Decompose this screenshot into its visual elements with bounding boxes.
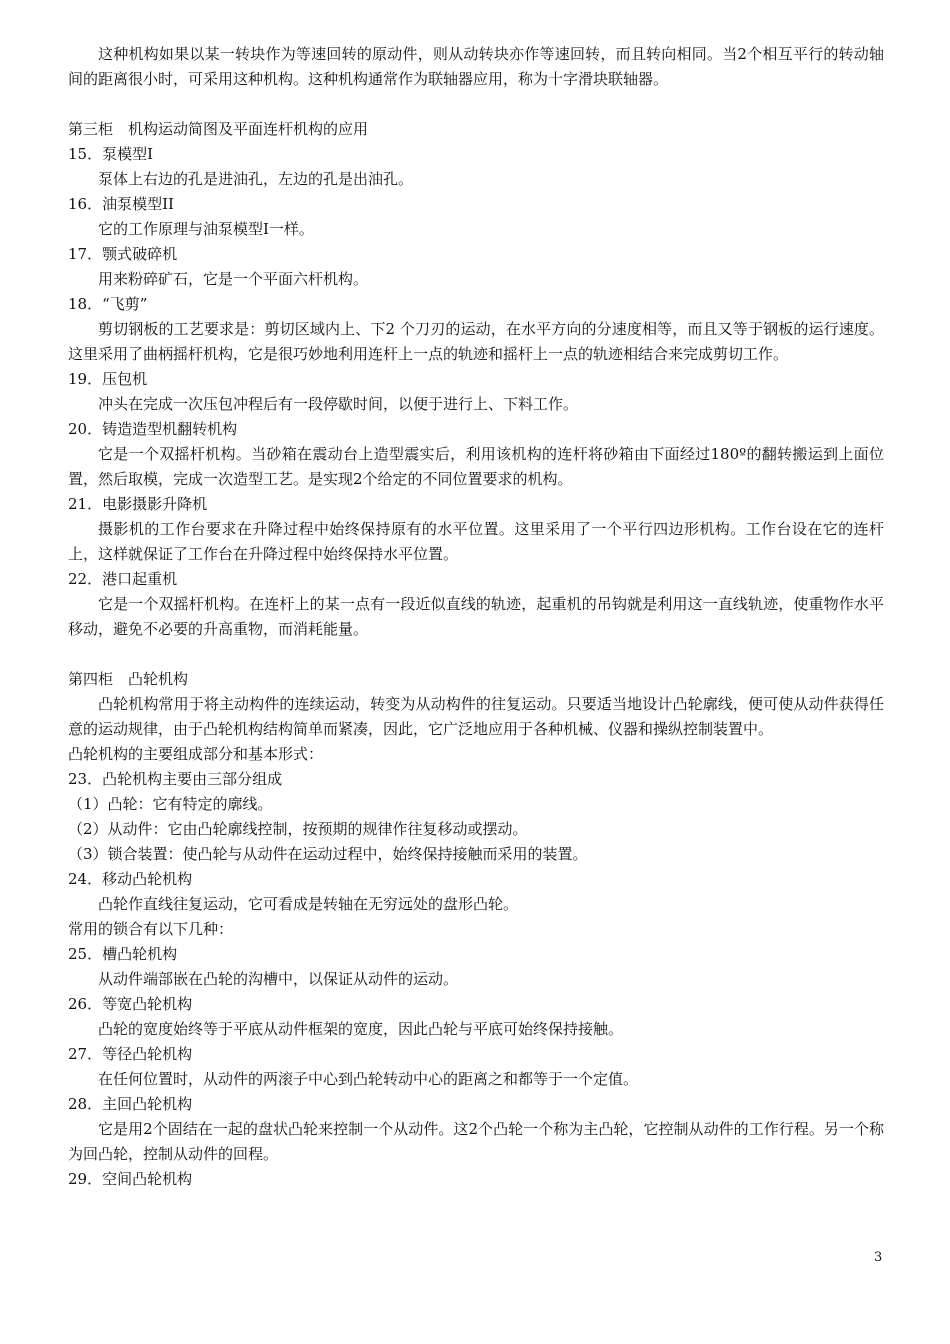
part-3: （3）锁合装置：使凸轮与从动件在运动过程中，始终保持接触而采用的装置。 xyxy=(68,845,588,863)
document-page xyxy=(68,42,884,1192)
item-16-body: 它的工作原理与油泵模型I一样。 xyxy=(98,220,314,238)
item-27-heading: 27．等径凸轮机构 xyxy=(68,1045,193,1063)
item-20-heading: 20．铸造造型机翻转机构 xyxy=(68,420,238,438)
section-gap xyxy=(68,92,884,117)
item-26-body: 凸轮的宽度始终等于平底从动件框架的宽度，因此凸轮与平底可始终保持接触。 xyxy=(98,1020,624,1038)
item-15-body: 泵体上右边的孔是进油孔，左边的孔是出油孔。 xyxy=(98,170,414,188)
item-16-heading: 16．油泵模型II xyxy=(68,195,174,213)
item-19-heading: 19．压包机 xyxy=(68,370,148,388)
item-25-heading: 25．槽凸轮机构 xyxy=(68,945,178,963)
item-19-body: 冲头在完成一次压包冲程后有一段停歇时间，以便于进行上、下料工作。 xyxy=(98,395,579,413)
item-25-body: 从动件端部嵌在凸轮的沟槽中，以保证从动件的运动。 xyxy=(98,970,459,988)
item-15-heading: 15．泵模型I xyxy=(68,145,154,163)
item-29-heading: 29．空间凸轮机构 xyxy=(68,1170,193,1188)
section3-title: 第三柜 机构运动简图及平面连杆机构的应用 xyxy=(68,120,369,138)
item-28-body: 它是用2个固结在一起的盘状凸轮来控制一个从动件。这2个凸轮一个称为主凸轮，它控制从动件的工作行程。另一个称为回凸轮，控制从动件的回程。 xyxy=(68,1120,884,1163)
item-22-body: 它是一个双摇杆机构。在连杆上的某一点有一段近似直线的轨迹，起重机的吊钩就是利用这一直线轨迹，使重物作水平移动，避免不必要的升高重物，而消耗能量。 xyxy=(68,595,884,638)
item-17-body: 用来粉碎矿石，它是一个平面六杆机构。 xyxy=(98,270,369,288)
part-2: （2）从动件：它由凸轮廓线控制，按预期的规律作往复移动或摆动。 xyxy=(68,820,528,838)
composition-title: 凸轮机构的主要组成部分和基本形式： xyxy=(68,745,324,763)
item-26-heading: 26．等宽凸轮机构 xyxy=(68,995,193,1013)
section-gap xyxy=(68,642,884,667)
item-22-heading: 22．港口起重机 xyxy=(68,570,178,588)
item-28-heading: 28．主回凸轮机构 xyxy=(68,1095,193,1113)
page-number: 3 xyxy=(874,1250,883,1265)
item-21-heading: 21．电影摄影升降机 xyxy=(68,495,208,513)
section4-intro: 凸轮机构常用于将主动构件的连续运动，转变为从动构件的往复运动。只要适当地设计凸轮廓线，便可使从动件获得任意的运动规律，由于凸轮机构结构简单而紧凑，因此，它广泛地应用于各种机械、仪器和操纵控制装置中。 xyxy=(68,695,884,738)
part-1: （1）凸轮：它有特定的廓线。 xyxy=(68,795,273,813)
lock-title: 常用的锁合有以下几种： xyxy=(68,920,234,938)
intro-paragraph: 这种机构如果以某一转块作为等速回转的原动件，则从动转块亦作等速回转，而且转向相同。当2个相互平行的转动轴间的距离很小时，可采用这种机构。这种机构通常作为联轴器应用，称为十字滑块联轴器。 xyxy=(68,45,884,88)
item-24-heading: 24．移动凸轮机构 xyxy=(68,870,193,888)
item-20-body: 它是一个双摇杆机构。当砂箱在震动台上造型震实后，利用该机构的连杆将砂箱由下面经过180º的翻转搬运到上面位置，然后取模，完成一次造型工艺。是实现2个给定的不同位置要求的机构。 xyxy=(68,445,884,488)
section4-title: 第四柜 凸轮机构 xyxy=(68,670,189,688)
item-27-body: 在任何位置时，从动件的两滚子中心到凸轮转动中心的距离之和都等于一个定值。 xyxy=(98,1070,639,1088)
item-23-heading: 23．凸轮机构主要由三部分组成 xyxy=(68,770,283,788)
item-21-body: 摄影机的工作台要求在升降过程中始终保持原有的水平位置。这里采用了一个平行四边形机构。工作台设在它的连杆上，这样就保证了工作台在升降过程中始终保持水平位置。 xyxy=(68,520,884,563)
item-18-heading: 18．“飞剪” xyxy=(68,295,148,313)
item-24-body: 凸轮作直线往复运动，它可看成是转轴在无穷远处的盘形凸轮。 xyxy=(98,895,519,913)
item-18-body: 剪切钢板的工艺要求是：剪切区域内上、下2 个刀刃的运动，在水平方向的分速度相等，而且又等于钢板的运行速度。这里采用了曲柄摇杆机构，它是很巧妙地利用连杆上一点的轨迹和摇杆上一点的轨迹相结合来完成剪切工作。 xyxy=(68,320,884,363)
item-17-heading: 17．颚式破碎机 xyxy=(68,245,178,263)
